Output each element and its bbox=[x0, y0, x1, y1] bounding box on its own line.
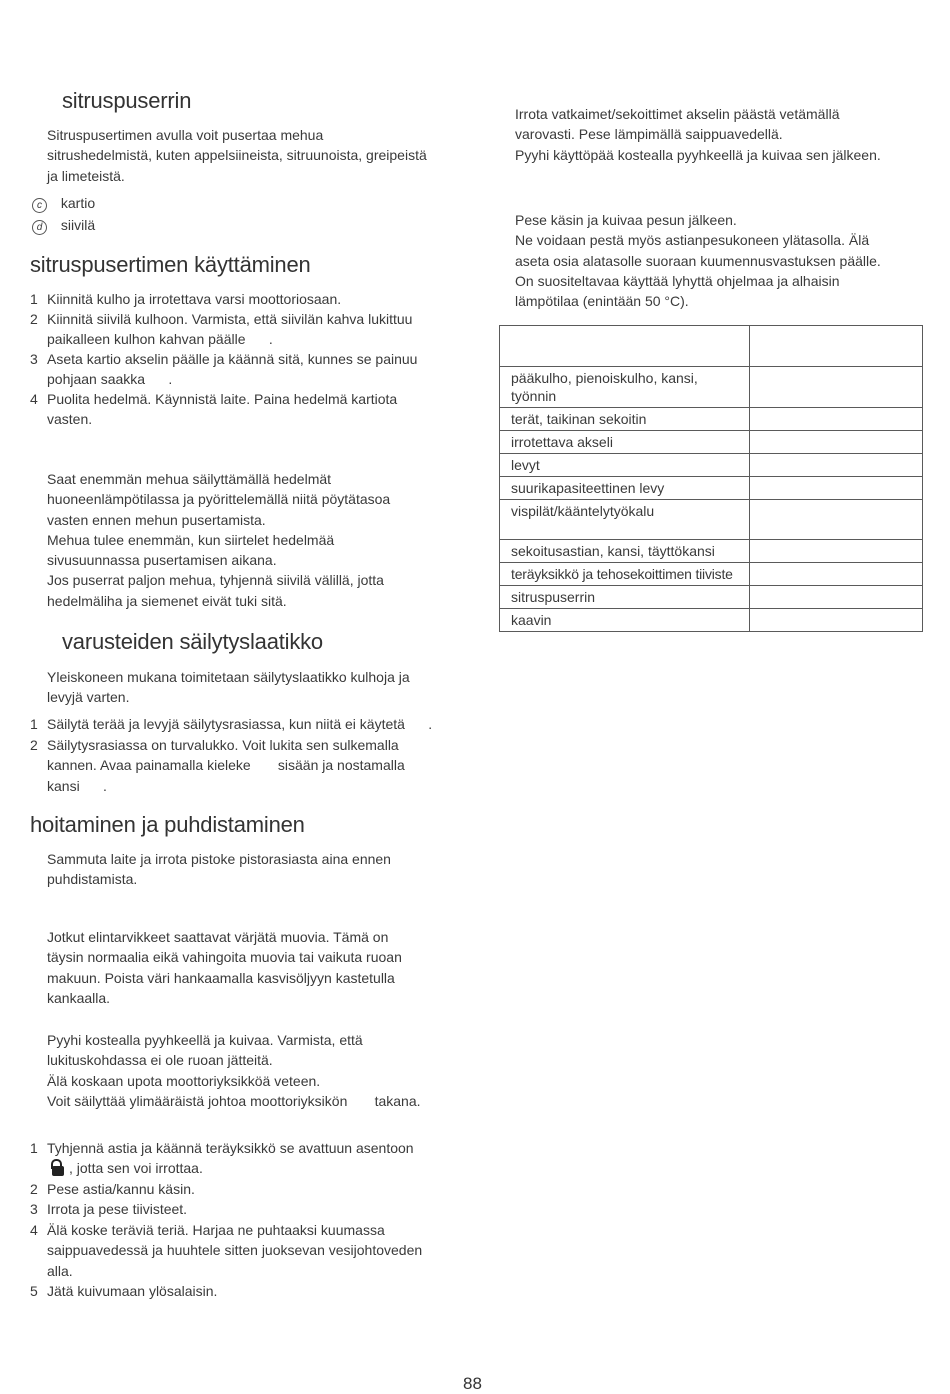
text-line: lukituskohdassa ei ole ruoan jätteitä. bbox=[47, 1052, 273, 1069]
step-text: Säilytä terää ja levyjä säilytysrasiassa, kun niitä ei käytetä . bbox=[47, 716, 433, 732]
right-p1 bbox=[515, 104, 935, 165]
step-number: 5 bbox=[30, 1283, 38, 1299]
heading-using-citrus-press: sitruspusertimen käyttäminen bbox=[30, 252, 311, 277]
table-header-row bbox=[500, 326, 923, 367]
table-cell bbox=[750, 609, 923, 632]
part-label: siivilä bbox=[60, 217, 96, 233]
step-text: Jätä kuivumaan ylösalaisin. bbox=[47, 1283, 218, 1299]
text-line: levyjä varten. bbox=[47, 689, 130, 706]
step-number: 2 bbox=[30, 1181, 38, 1197]
text-line: Yleiskoneen mukana toimitetaan säilytyslaatikko kulhoja ja bbox=[47, 669, 410, 685]
table-cell bbox=[750, 477, 923, 500]
text-line: Jos puserrat paljon mehua, tyhjennä siivilä välillä, jotta bbox=[47, 572, 384, 589]
table-row bbox=[500, 367, 923, 408]
text-line: huoneenlämpötilassa ja pyörittelemällä niitä pöytätasoa bbox=[47, 491, 391, 508]
step-text: Pese astia/kannu käsin. bbox=[47, 1181, 195, 1197]
table-cell bbox=[750, 563, 923, 586]
marker-c-icon: c bbox=[32, 198, 47, 213]
table-cell bbox=[750, 326, 923, 367]
part-sieve bbox=[32, 216, 95, 235]
table-row bbox=[500, 500, 923, 540]
citrus-tips bbox=[47, 469, 467, 611]
text-line: varovasti. Pese lämpimällä saippuavedellä. bbox=[515, 126, 783, 143]
step-number: 1 bbox=[30, 1140, 38, 1156]
table-cell: kaavin bbox=[500, 609, 750, 632]
table-row bbox=[500, 609, 923, 632]
step-text: Irrota ja pese tiivisteet. bbox=[47, 1201, 188, 1217]
step-number: 4 bbox=[30, 1222, 38, 1238]
table-cell bbox=[750, 454, 923, 477]
heading-care-cleaning: hoitaminen ja puhdistaminen bbox=[30, 812, 305, 837]
step-text: Säilytysrasiassa on turvalukko. Voit lukita sen sulkemalla kannen. Avaa painamalla kieleke sisään ja nostamalla kansi . bbox=[47, 737, 405, 794]
citrus-intro bbox=[47, 125, 467, 186]
table-cell: vispilät/kääntelytyökalu bbox=[500, 500, 750, 540]
text-line: ja limeteistä. bbox=[47, 167, 125, 184]
cleaning-table bbox=[499, 325, 923, 632]
text-line: Mehua tulee enemmän, kun siirtelet hedelmää bbox=[47, 531, 335, 548]
step-text: Aseta kartio akselin päälle ja käännä sitä, kunnes se painuu pohjaan saakka . bbox=[47, 351, 418, 388]
table-cell: sekoitusastian, kansi, täyttökansi bbox=[500, 540, 750, 563]
table-cell: sitruspuserrin bbox=[500, 586, 750, 609]
text-line: Älä koskaan upota moottoriyksikköä veteen. bbox=[47, 1072, 321, 1089]
step-text: Kiinnitä siivilä kulhoon. Varmista, että siivilän kahva lukittuu paikalleen kulhon kahvan päälle . bbox=[47, 311, 413, 348]
text-line: Sammuta laite ja irrota pistoke pistorasiasta aina ennen bbox=[47, 851, 391, 867]
table-cell bbox=[750, 500, 923, 540]
table-row bbox=[500, 586, 923, 609]
step-number: 2 bbox=[30, 311, 38, 327]
table-cell bbox=[750, 540, 923, 563]
table-row bbox=[500, 408, 923, 431]
table-cell bbox=[750, 586, 923, 609]
step-text: Kiinnitä kulho ja irrotettava varsi moottoriosaan. bbox=[47, 291, 342, 307]
step-text: Tyhjennä astia ja käännä teräyksikkö se avattuun asentoon , jotta sen voi irrottaa. bbox=[47, 1140, 414, 1177]
text-line: Ne voidaan pestä myös astianpesukoneen ylätasolla. Älä bbox=[515, 232, 870, 249]
text-line: hedelmäliha ja siemenet eivät tuki sitä. bbox=[47, 592, 287, 609]
table-cell: pääkulho, pienoiskulho, kansi, työnnin bbox=[500, 367, 750, 408]
text-line: Sitruspusertimen avulla voit pusertaa mehua bbox=[47, 127, 324, 143]
text-line: Jotkut elintarvikkeet saattavat värjätä muovia. Tämä on bbox=[47, 929, 389, 945]
step-number: 4 bbox=[30, 391, 38, 407]
table-cell: levyt bbox=[500, 454, 750, 477]
care-p3 bbox=[47, 1030, 467, 1111]
right-p2 bbox=[515, 210, 935, 311]
table-row bbox=[500, 477, 923, 500]
text-line: Pyyhi kostealla pyyhkeellä ja kuivaa. Varmista, että bbox=[47, 1032, 363, 1048]
text-line: On suositeltavaa käyttää lyhyttä ohjelmaa ja alhaisin bbox=[515, 272, 840, 289]
table-cell: irrotettava akseli bbox=[500, 431, 750, 454]
table-cell bbox=[750, 367, 923, 408]
heading-storage-box: varusteiden säilytyslaatikko bbox=[62, 629, 323, 654]
table-row bbox=[500, 540, 923, 563]
unlocked-padlock-icon bbox=[52, 1166, 64, 1176]
text-line: Irrota vatkaimet/sekoittimet akselin päästä vetämällä bbox=[515, 106, 840, 122]
table-row bbox=[500, 454, 923, 477]
page-number: 88 bbox=[463, 1374, 482, 1393]
table-cell bbox=[500, 326, 750, 367]
step-text: Puolita hedelmä. Käynnistä laite. Paina hedelmä kartiota vasten. bbox=[47, 391, 398, 428]
text-line: Saat enemmän mehua säilyttämällä hedelmät bbox=[47, 471, 332, 487]
text-line: sivusuunnassa pusertamisen aikana. bbox=[47, 552, 277, 569]
text-line: puhdistamista. bbox=[47, 871, 138, 888]
step-number: 2 bbox=[30, 737, 38, 753]
text-line: sitrushedelmistä, kuten appelsiineista, sitruunoista, greipeistä bbox=[47, 147, 427, 164]
step-number: 1 bbox=[30, 291, 38, 307]
text-line: vasten ennen mehun pusertamista. bbox=[47, 511, 266, 528]
part-cone bbox=[32, 194, 95, 213]
step-number: 3 bbox=[30, 1201, 38, 1217]
heading-citrus-press: sitruspuserrin bbox=[62, 88, 192, 113]
table-cell bbox=[750, 431, 923, 454]
table-cell: terät, taikinan sekoitin bbox=[500, 408, 750, 431]
table-cell: teräyksikkö ja tehosekoittimen tiiviste bbox=[500, 563, 750, 586]
table-row bbox=[500, 431, 923, 454]
step-number: 3 bbox=[30, 351, 38, 367]
storage-intro bbox=[47, 667, 467, 708]
care-p2 bbox=[47, 927, 467, 1008]
text-line: aseta osia alatasolle suoraan kuumennusvastuksen päälle. bbox=[515, 252, 881, 269]
marker-d-icon: d bbox=[32, 220, 47, 235]
text-line: kankaalla. bbox=[47, 989, 111, 1006]
text-line: lämpötilaa (enintään 50 °C). bbox=[515, 293, 689, 310]
text-line: Pyyhi käyttöpää kostealla pyyhkeellä ja kuivaa sen jälkeen. bbox=[515, 146, 881, 163]
part-label: kartio bbox=[60, 195, 96, 211]
text-line: Voit säilyttää ylimääräistä johtoa moottoriyksikön takana. bbox=[47, 1092, 421, 1109]
text-line: Pese käsin ja kuivaa pesun jälkeen. bbox=[515, 212, 737, 228]
care-p1 bbox=[47, 849, 467, 890]
table-cell: suurikapasiteettinen levy bbox=[500, 477, 750, 500]
table-row bbox=[500, 563, 923, 586]
text-line: makuun. Poista väri hankaamalla kasvisöljyyn kastetulla bbox=[47, 969, 395, 986]
step-number: 1 bbox=[30, 716, 38, 732]
table-cell bbox=[750, 408, 923, 431]
step-text: Älä koske teräviä teriä. Harjaa ne puhtaaksi kuumassa saippuavedessä ja huuhtele sitten juoksevan vesijohtoveden alla. bbox=[47, 1222, 423, 1279]
text-line: täysin normaalia eikä vahingoita muovia tai vaikuta ruoan bbox=[47, 949, 402, 966]
